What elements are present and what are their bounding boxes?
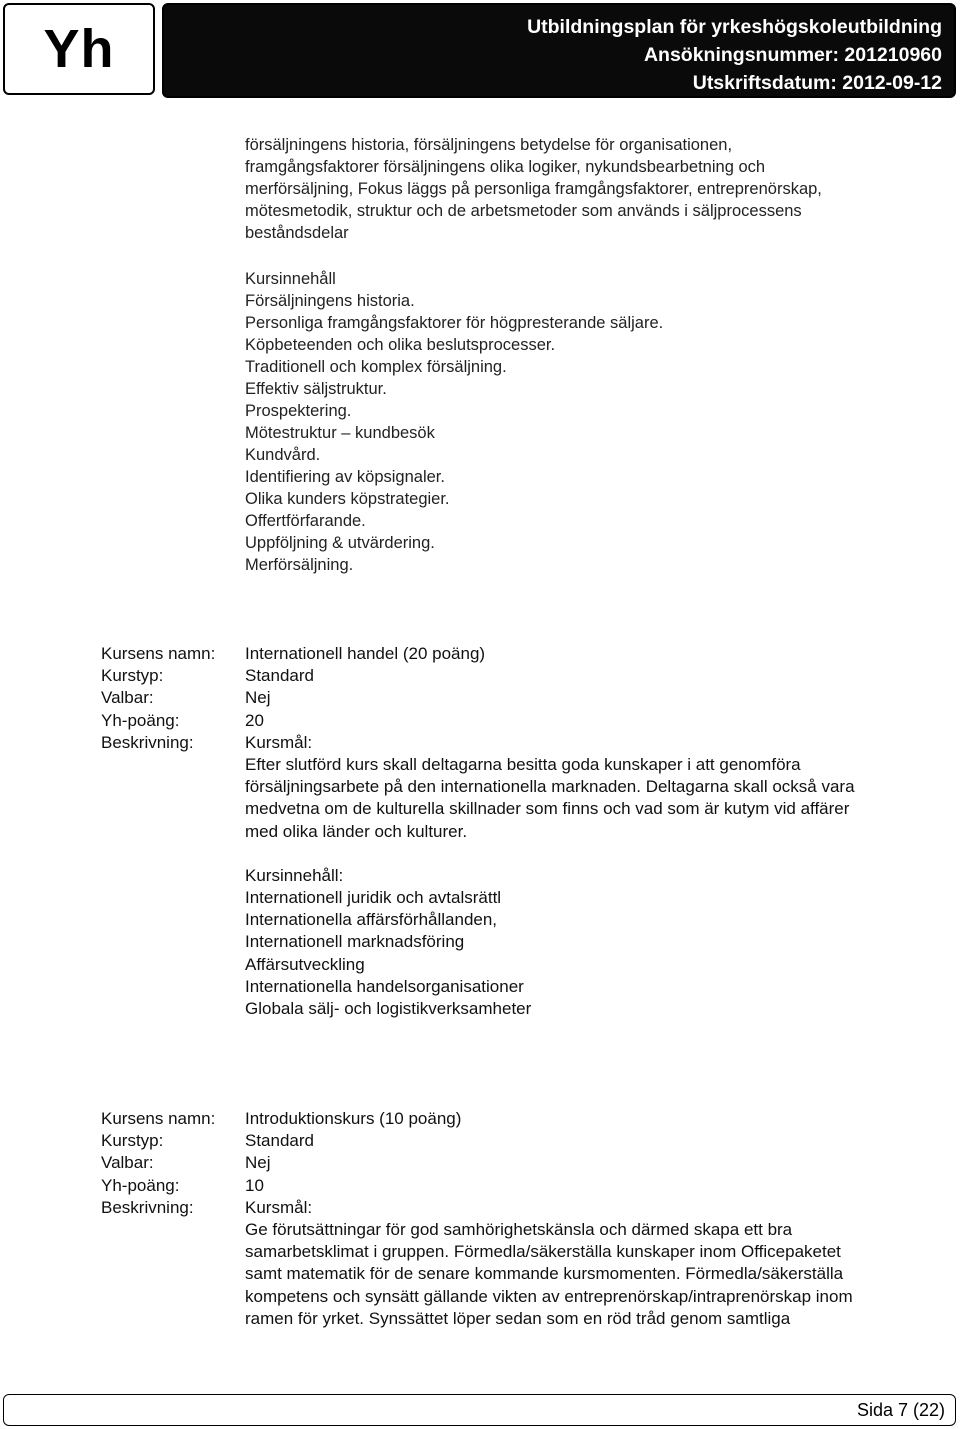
goal-line: kompetens och synsätt gällande vikten av entreprenörskap/intraprenörskap inom — [245, 1286, 853, 1306]
goal-line: ramen för yrket. Synssättet löper sedan som en röd tråd genom samtliga — [245, 1308, 791, 1328]
course-goal-heading: Kursmål: — [245, 1197, 313, 1217]
content-item: Identifiering av köpsignaler. — [245, 468, 445, 486]
content-line: Internationella handelsorganisationer — [245, 976, 524, 996]
course-internationell-handel — [101, 643, 855, 1020]
course-name: Internationell handel (20 poäng) — [245, 644, 486, 663]
intro-line: försäljningens historia, försäljningens betydelse för organisationen, — [245, 136, 733, 154]
course-points-label: Yh-poäng: — [101, 710, 180, 730]
intro-paragraph — [245, 134, 822, 244]
content-item: Uppföljning & utvärdering. — [245, 534, 435, 552]
course-goal-text — [245, 1219, 853, 1330]
content-item: Olika kunders köpstrategier. — [245, 490, 450, 508]
course-type: Standard — [245, 1131, 314, 1151]
course-points-label: Yh-poäng: — [101, 1175, 180, 1195]
content-item: Kundvård. — [245, 446, 321, 464]
content-item: Offertförfarande. — [245, 512, 366, 530]
content-line: Internationella affärsförhållanden, — [245, 910, 498, 930]
content-item: Köpbeteenden och olika beslutsprocesser. — [245, 336, 556, 354]
course-optional-label: Valbar: — [101, 688, 154, 708]
header-text — [527, 13, 942, 97]
goal-line: samt matematik för de senare kommande kursmomenten. Förmedla/säkerställa — [245, 1264, 844, 1284]
intro-line: merförsäljning, Fokus läggs på personliga framgångsfaktorer, entreprenörskap, — [245, 180, 822, 198]
course-name-label: Kursens namn: — [101, 1109, 216, 1128]
course-points: 20 — [245, 710, 264, 730]
course-type-label: Kurstyp: — [101, 1131, 164, 1151]
course-type: Standard — [245, 666, 314, 686]
content-item: Försäljningens historia. — [245, 292, 415, 310]
content-item: Prospektering. — [245, 402, 352, 420]
logo-text: Yh — [43, 19, 115, 79]
print-date: Utskriftsdatum: 2012-09-12 — [692, 72, 942, 94]
content-line: Affärsutveckling — [245, 954, 365, 974]
content-item: Mötestruktur – kundbesök — [245, 424, 435, 442]
yh-logo — [3, 3, 155, 95]
course-desc-label: Beskrivning: — [101, 1197, 194, 1217]
document-title: Utbildningsplan för yrkeshögskoleutbildning — [527, 16, 942, 38]
course-goal-text — [245, 754, 855, 1020]
content-item: Effektiv säljstruktur. — [245, 380, 387, 398]
footer-bar — [3, 1394, 956, 1426]
course-optional: Nej — [245, 688, 271, 708]
intro-line: mötesmetodik, struktur och de arbetsmetoder som används i säljprocessens — [245, 202, 802, 220]
course-name-label: Kursens namn: — [101, 644, 216, 663]
goal-line: med olika länder och kulturer. — [245, 821, 468, 841]
course-content-heading: Kursinnehåll: — [245, 865, 344, 885]
content-item: Merförsäljning. — [245, 556, 354, 574]
intro-line: framgångsfaktorer försäljningens olika logiker, nykundsbearbetning och — [245, 158, 766, 176]
page-number: Sida 7 (22) — [856, 1400, 945, 1420]
goal-line: Ge förutsättningar för god samhörighetskänsla och därmed skapa ett bra — [245, 1220, 793, 1240]
course-type-label: Kurstyp: — [101, 666, 164, 686]
content-line: Internationell juridik och avtalsrättl — [245, 888, 502, 908]
goal-line: samarbetsklimat i gruppen. Förmedla/säkerställa kunskaper inom Officepaketet — [245, 1242, 841, 1262]
goal-line: försäljningsarbete på den internationella marknaden. Deltagarna skall också vara — [245, 777, 855, 797]
course-goal-heading: Kursmål: — [245, 732, 313, 752]
course-desc-label: Beskrivning: — [101, 732, 194, 752]
content-item: Traditionell och komplex försäljning. — [245, 358, 507, 376]
course-optional-label: Valbar: — [101, 1153, 154, 1173]
header-banner — [162, 3, 956, 98]
intro-line: beståndsdelar — [245, 224, 349, 242]
content-list — [245, 268, 663, 576]
course-points: 10 — [245, 1175, 264, 1195]
content-line: Internationell marknadsföring — [245, 932, 465, 952]
course-introduktionskurs — [101, 1108, 853, 1330]
goal-line: Efter slutförd kurs skall deltagarna besitta goda kunskaper i att genomföra — [245, 755, 801, 775]
goal-line: medvetna om de kulturella skillnader som finns och vad som är kutym vid affärer — [245, 799, 850, 819]
application-number: Ansökningsnummer: 201210960 — [643, 44, 942, 66]
content-heading: Kursinnehåll — [245, 270, 336, 288]
content-line: Globala sälj- och logistikverksamheter — [245, 999, 532, 1019]
content-item: Personliga framgångsfaktorer för högpresterande säljare. — [245, 314, 664, 332]
course-name: Introduktionskurs (10 poäng) — [245, 1109, 462, 1128]
course-optional: Nej — [245, 1153, 271, 1173]
